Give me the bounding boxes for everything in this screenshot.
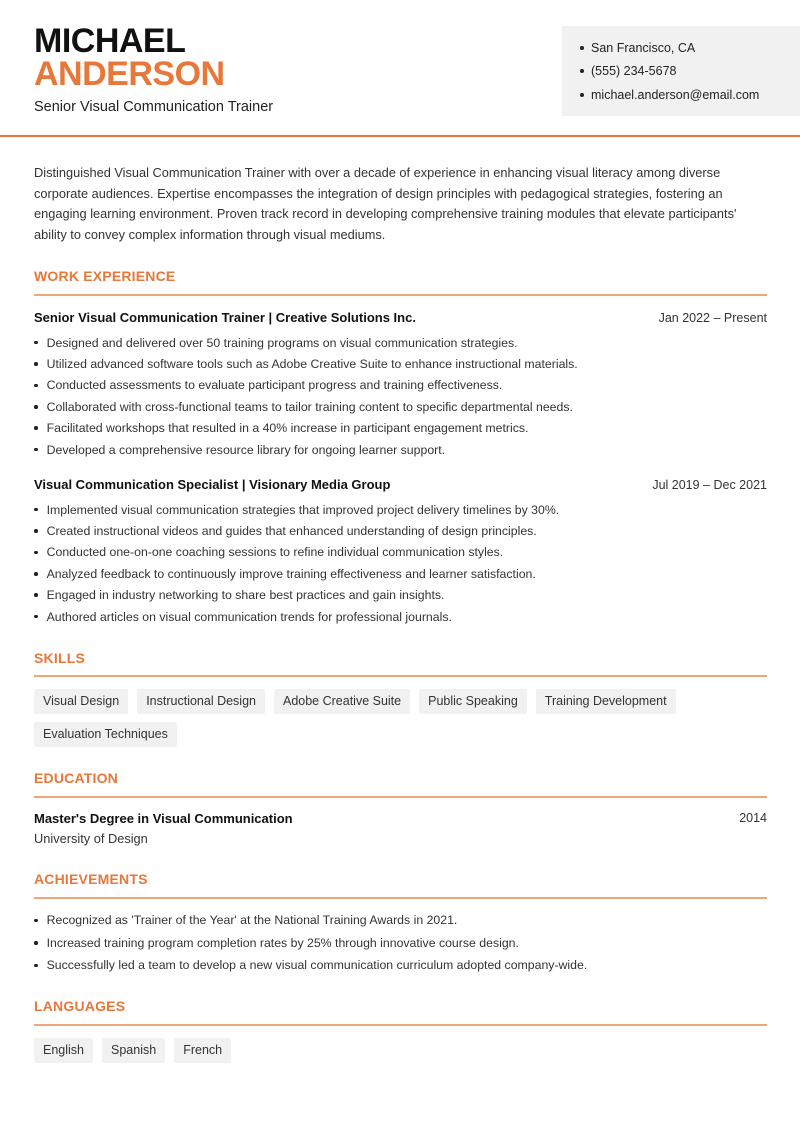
bullet-dot-icon [580,46,584,50]
skill-chip: Adobe Creative Suite [274,689,410,714]
bullet-dot-icon [34,551,38,555]
list-item: Utilized advanced software tools such as Adobe Creative Suite to enhance instructional materials. [34,353,767,374]
language-chip: Spanish [102,1038,165,1063]
list-item: Facilitated workshops that resulted in a 40% increase in participant engagement metrics. [34,418,767,439]
job-header [34,477,767,492]
resume-header [0,0,800,137]
last-name: ANDERSON [34,55,225,93]
list-item: Engaged in industry networking to share best practices and gain insights. [34,585,767,606]
list-item: Developed a comprehensive resource library for ongoing learner support. [34,439,767,460]
skill-chip: Public Speaking [419,689,527,714]
language-chip: English [34,1038,93,1063]
list-item: Conducted one-on-one coaching sessions to refine individual communication styles. [34,542,767,563]
bullet-dot-icon [34,572,38,576]
skill-chip: Training Development [536,689,676,714]
languages-list [34,1038,774,1063]
skill-chip: Instructional Design [137,689,265,714]
section-title-achievements: ACHIEVEMENTS [34,871,148,887]
job-title-company: Visual Communication Specialist | Visionary Media Group [34,477,391,492]
section-divider [34,294,767,296]
job-title-company: Senior Visual Communication Trainer | Creative Solutions Inc. [34,310,416,325]
skills-list [34,689,774,747]
section-divider [34,796,767,798]
bullet-dot-icon [34,384,38,388]
job-bullets [34,332,767,460]
job-bullets [34,499,767,627]
list-item: Analyzed feedback to continuously improve training effectiveness and learner satisfaction. [34,563,767,584]
bullet-dot-icon [34,919,38,923]
first-name: MICHAEL [34,22,186,60]
list-item: Successfully led a team to develop a new visual communication curriculum adopted company-wide. [34,954,767,977]
bullet-dot-icon [34,426,38,430]
list-item: Increased training program completion rates by 25% through innovative course design. [34,932,767,955]
bullet-dot-icon [34,341,38,345]
education-header [34,811,767,826]
section-divider [34,1024,767,1026]
language-chip: French [174,1038,231,1063]
bullet-dot-icon [580,69,584,73]
section-title-education: EDUCATION [34,770,118,786]
contact-location: San Francisco, CA [580,36,800,60]
skill-chip: Visual Design [34,689,128,714]
section-title-languages: LANGUAGES [34,998,126,1014]
job-header [34,310,767,325]
professional-summary: Distinguished Visual Communication Trainer with over a decade of experience in enhancing visual literacy among diverse corporate audiences. Expertise encompasses the integration of design principles with pedagogical strategies, fostering an engaging learning environment. Proven track record in developing comprehensive training modules that elevate participants' ability to convey complex information through visual mediums. [34,165,737,242]
bullet-dot-icon [34,964,38,968]
bullet-dot-icon [580,93,584,97]
job-dates: Jul 2019 – Dec 2021 [652,478,767,492]
bullet-dot-icon [34,529,38,533]
list-item: Created instructional videos and guides that enhanced understanding of design principles. [34,520,767,541]
bullet-dot-icon [34,405,38,409]
section-title-skills: SKILLS [34,650,85,666]
job-title: Senior Visual Communication Trainer [34,99,274,115]
education-degree: Master's Degree in Visual Communication [34,811,293,826]
bullet-dot-icon [34,448,38,452]
contact-box [562,26,800,116]
list-item: Recognized as 'Trainer of the Year' at the National Training Awards in 2021. [34,909,767,932]
list-item: Implemented visual communication strategies that improved project delivery timelines by 30%. [34,499,767,520]
bullet-dot-icon [34,615,38,619]
bullet-dot-icon [34,362,38,366]
list-item: Collaborated with cross-functional teams to tailor training content to specific departmental needs. [34,396,767,417]
list-item: Conducted assessments to evaluate participant progress and training effectiveness. [34,375,767,396]
bullet-dot-icon [34,941,38,945]
list-item: Authored articles on visual communication trends for professional journals. [34,606,767,627]
job-dates: Jan 2022 – Present [658,311,767,325]
education-school: University of Design [34,831,148,846]
section-divider [34,675,767,677]
education-year: 2014 [739,811,767,825]
section-title-work: WORK EXPERIENCE [34,268,176,284]
bullet-dot-icon [34,593,38,597]
contact-phone: (555) 234-5678 [580,60,800,84]
bullet-dot-icon [34,508,38,512]
achievements-list [34,909,767,977]
section-divider [34,897,767,899]
contact-email[interactable]: michael.anderson@email.com [580,83,800,107]
list-item: Designed and delivered over 50 training programs on visual communication strategies. [34,332,767,353]
skill-chip: Evaluation Techniques [34,722,177,747]
